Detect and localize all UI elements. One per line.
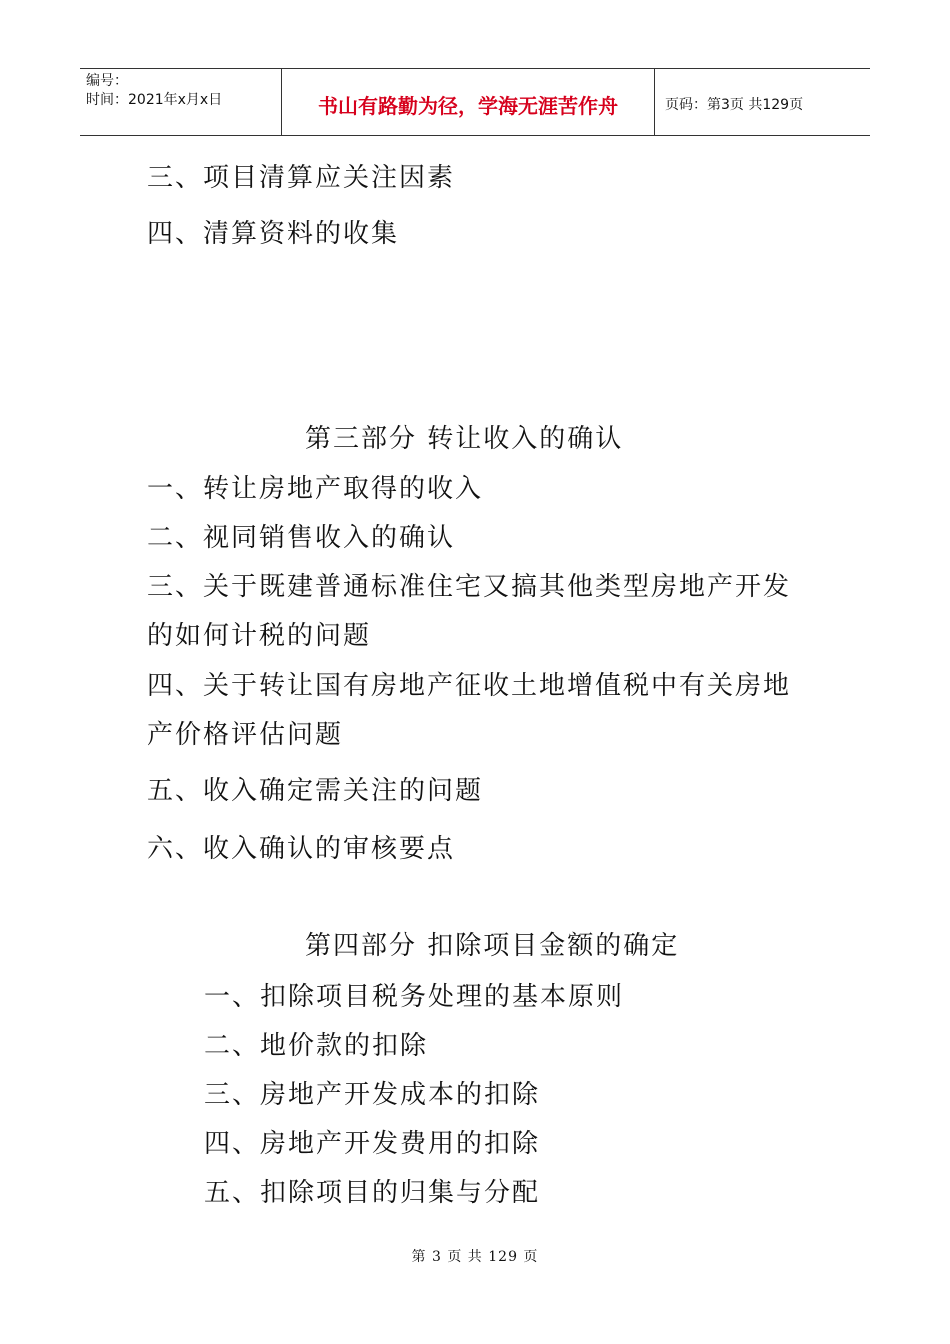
part2-item-3: 三、项目清算应关注因素 <box>147 163 456 193</box>
part3-item-4: 四、关于转让国有房地产征收土地增值税中有关房地 <box>147 671 792 701</box>
part4-item-4: 四、房地产开发费用的扣除 <box>204 1129 541 1159</box>
document-time-label: 时间：2021年x月x日 <box>86 92 223 108</box>
page-footer: 第 3 页 共 129 页 <box>411 1249 539 1265</box>
document-number-label: 编号： <box>86 73 128 89</box>
part4-item-5: 五、扣除项目的归集与分配 <box>204 1178 541 1208</box>
part3-item-5: 五、收入确定需关注的问题 <box>147 776 484 806</box>
part4-item-2: 二、地价款的扣除 <box>204 1031 429 1061</box>
part3-item-3: 三、关于既建普通标准住宅又搞其他类型房地产开发 <box>147 572 792 602</box>
part2-item-4: 四、清算资料的收集 <box>147 219 400 249</box>
part4-item-3: 三、房地产开发成本的扣除 <box>204 1080 541 1110</box>
part3-item-3-cont: 的如何计税的问题 <box>147 621 372 651</box>
part3-item-4-cont: 产价格评估问题 <box>147 720 344 750</box>
part3-item-6: 六、收入确认的审核要点 <box>147 834 456 864</box>
header-page-info: 页码：第3页 共129页 <box>665 97 804 113</box>
part4-title: 第四部分 扣除项目金额的确定 <box>305 931 680 961</box>
part4-item-1: 一、扣除项目税务处理的基本原则 <box>204 982 625 1012</box>
part3-item-2: 二、视同销售收入的确认 <box>147 523 456 553</box>
header-motto: 书山有路勤为径，学海无涯苦作舟 <box>282 69 655 135</box>
header-meta <box>80 69 282 135</box>
page-header <box>80 68 870 136</box>
part3-title: 第三部分 转让收入的确认 <box>305 424 624 454</box>
part3-item-1: 一、转让房地产取得的收入 <box>147 474 484 504</box>
